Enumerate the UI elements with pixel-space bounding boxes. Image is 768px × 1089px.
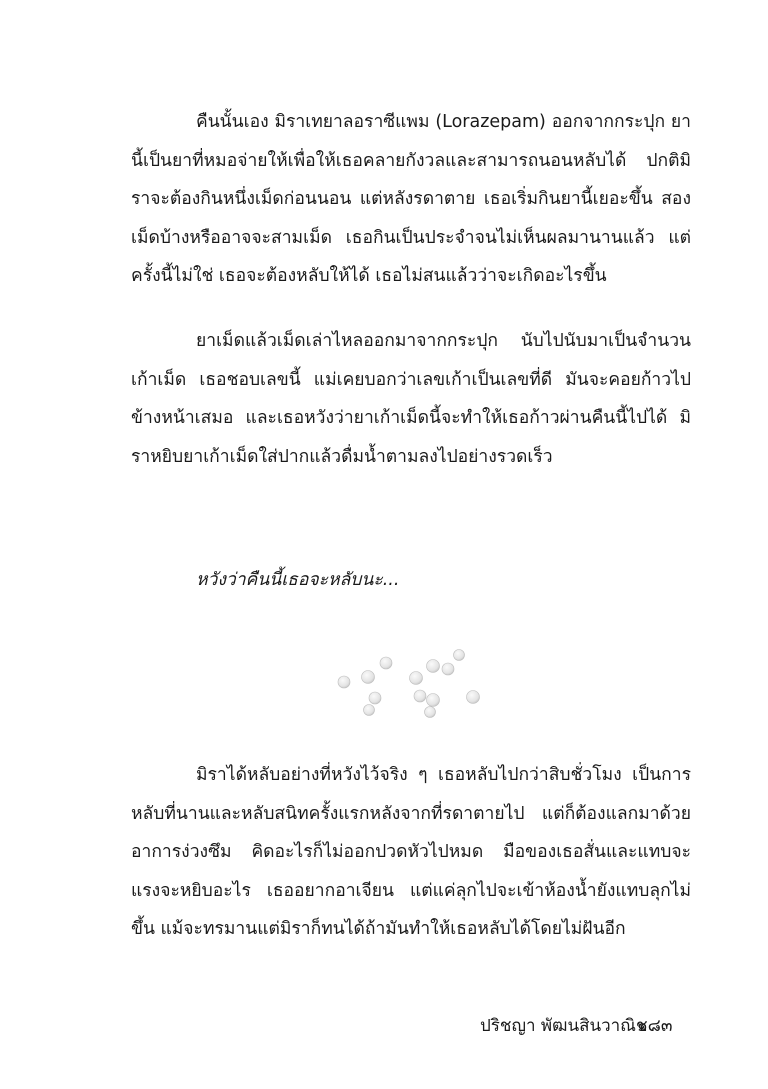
text-line: คืนนั้นเอง มิราเทยาลอราซีแพม (Lorazepam) ออกจากกระปุก ยา bbox=[196, 112, 691, 132]
footer-author-name: ปริชญา พัฒนสินวาณิช bbox=[480, 1016, 648, 1036]
text-line: เก้าเม็ด เธอชอบเลขนี้ แม่เคยบอกว่าเลขเก้าเป็นเลขที่ดี มันจะคอยก้าวไป bbox=[131, 369, 691, 390]
text-line: มิราได้หลับอย่างที่หวังไว้จริง ๆ เธอหลับไปกว่าสิบชั่วโมง เป็นการ bbox=[196, 765, 691, 785]
interlude-italic-text: หวังว่าคืนนี้เธอจะหลับนะ... bbox=[196, 570, 400, 590]
page-number: ๑๘๓ bbox=[637, 1016, 673, 1036]
paragraph-2 bbox=[131, 322, 691, 476]
text-line: ราหยิบยาเก้าเม็ดใส่ปากแล้วดื่มน้ำตามลงไปอย่างรวดเร็ว bbox=[131, 446, 553, 467]
text-line: อาการง่วงซึม คิดอะไรก็ไม่ออกปวดหัวไปหมด มือของเธอสั่นและแทบจะ bbox=[131, 842, 691, 862]
text-line: นี้เป็นยาที่หมอจ่ายให้เพื่อให้เธอคลายกังวลและสามารถนอนหลับได้ ปกติมิ bbox=[131, 150, 691, 171]
paragraph-3 bbox=[131, 756, 691, 949]
text-line: ครั้งนี้ไม่ใช่ เธอจะต้องหลับให้ได้ เธอไม่สนแล้วว่าจะเกิดอะไรขึ้น bbox=[131, 266, 607, 286]
text-line: ขึ้น แม้จะทรมานแต่มิราก็ทนได้ถ้ามันทำให้เธอหลับได้โดยไม่ฝันอีก bbox=[131, 919, 626, 939]
text-line: แรงจะหยิบอะไร เธออยากอาเจียน แต่แค่ลุกไปจะเข้าห้องน้ำยังแทบลุกไม่ bbox=[131, 880, 691, 901]
text-line: เม็ดบ้างหรืออาจจะสามเม็ด เธอกินเป็นประจำจนไม่เห็นผลมานานแล้ว แต่ bbox=[131, 227, 691, 248]
pill-group bbox=[338, 650, 480, 718]
text-line: ยาเม็ดแล้วเม็ดเล่าไหลออกมาจากกระปุก นับไปนับมาเป็นจำนวน bbox=[196, 331, 691, 351]
text-line: หลับที่นานและหลับสนิทครั้งแรกหลังจากที่รดาตายไป แต่ก็ต้องแลกมาด้วย bbox=[131, 803, 691, 824]
scattered-pills-icon bbox=[330, 648, 490, 718]
text-line: ข้างหน้าเสมอ และเธอหวังว่ายาเก้าเม็ดนี้จะทำให้เธอก้าวผ่านคืนนี้ไปได้ มิ bbox=[131, 408, 691, 428]
text-line: ราจะต้องกินหนึ่งเม็ดก่อนนอน แต่หลังรดาตาย เธอเริ่มกินยานี้เยอะขึ้น สอง bbox=[131, 189, 691, 209]
paragraph-1 bbox=[131, 103, 691, 296]
